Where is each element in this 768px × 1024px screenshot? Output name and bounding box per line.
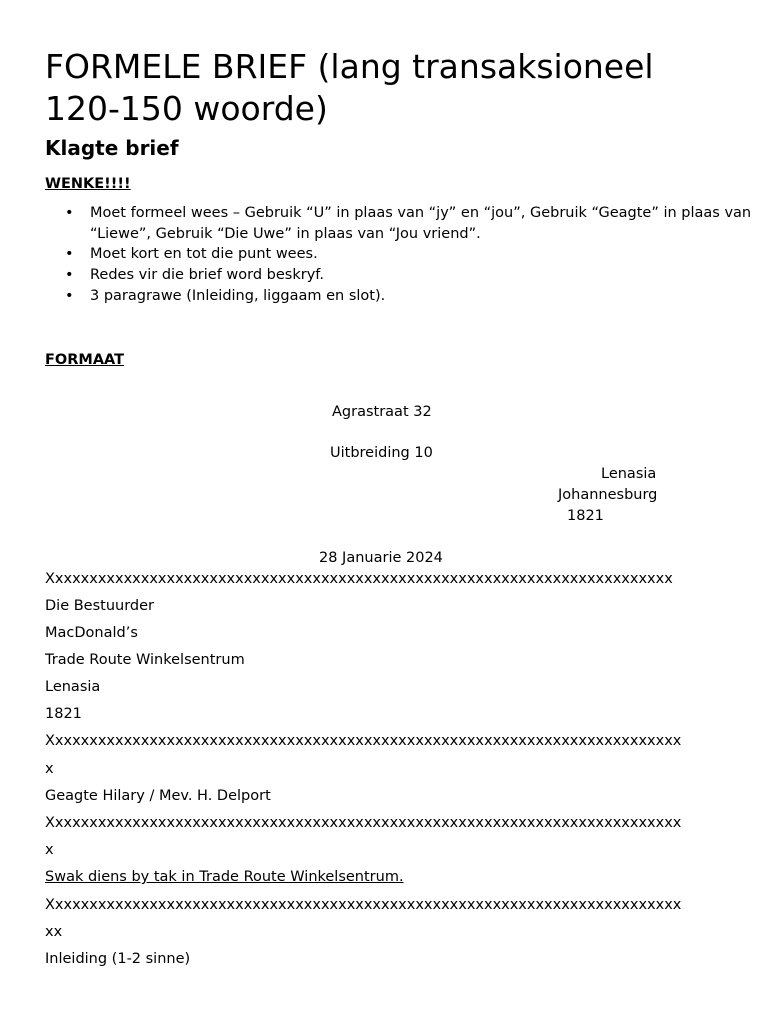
list-item xyxy=(65,203,760,244)
sender-city: Johannesburg xyxy=(558,487,658,503)
tip-text: 3 paragrawe (Inleiding, liggaam en slot). xyxy=(90,287,386,304)
tip-text: Redes vir die brief word beskryf. xyxy=(90,267,324,284)
letter-subject: Swak diens by tak in Trade Route Winkelsentrum. xyxy=(45,869,404,885)
letter-date: 28 Januarie 2024 xyxy=(319,550,443,566)
list-item xyxy=(65,244,760,265)
page-title: FORMELE BRIEF (lang transaksioneel 120-150 woorde) xyxy=(45,47,654,128)
bullet-icon: • xyxy=(65,267,74,284)
recipient-location: Trade Route Winkelsentrum xyxy=(45,652,245,668)
recipient-code: 1821 xyxy=(45,706,82,722)
tips-heading: WENKE!!!! xyxy=(45,176,131,192)
bullet-icon: • xyxy=(65,287,74,304)
tips-list xyxy=(45,203,760,307)
separator-line-continued: x xyxy=(45,761,54,777)
separator-line: Xxxxxxxxxxxxxxxxxxxxxxxxxxxxxxxxxxxxxxxxxxxxxxxxxxxxxxxxxxxxxxxxxxxxxxxxxx xyxy=(45,897,682,913)
sender-suburb: Uitbreiding 10 xyxy=(330,445,433,461)
recipient-area: Lenasia xyxy=(45,679,101,695)
introduction-label: Inleiding (1-2 sinne) xyxy=(45,951,191,967)
list-item xyxy=(65,265,760,286)
separator-line: Xxxxxxxxxxxxxxxxxxxxxxxxxxxxxxxxxxxxxxxxxxxxxxxxxxxxxxxxxxxxxxxxxxxxxxxxxx xyxy=(45,733,682,749)
sender-street: Agrastraat 32 xyxy=(332,404,432,420)
separator-line-continued: xx xyxy=(45,924,63,940)
sender-code: 1821 xyxy=(567,508,604,524)
separator-line: Xxxxxxxxxxxxxxxxxxxxxxxxxxxxxxxxxxxxxxxxxxxxxxxxxxxxxxxxxxxxxxxxxxxxxxxxx xyxy=(45,571,673,587)
separator-line: Xxxxxxxxxxxxxxxxxxxxxxxxxxxxxxxxxxxxxxxxxxxxxxxxxxxxxxxxxxxxxxxxxxxxxxxxxx xyxy=(45,815,682,831)
bullet-icon: • xyxy=(65,205,74,221)
recipient-title: Die Bestuurder xyxy=(45,598,155,614)
list-item xyxy=(65,286,760,307)
salutation: Geagte Hilary / Mev. H. Delport xyxy=(45,788,271,804)
recipient-company: MacDonald’s xyxy=(45,625,138,641)
format-heading: FORMAAT xyxy=(45,352,125,368)
page-subtitle: Klagte brief xyxy=(45,136,179,160)
tip-text: Moet formeel wees – Gebruik “U” in plaas van “jy” en “jou”, Gebruik “Geagte” in plaas van “Liewe”, Gebruik “Die Uwe” in plaas van “Jou vriend”. xyxy=(90,205,752,242)
sender-area: Lenasia xyxy=(601,466,657,482)
tip-text: Moet kort en tot die punt wees. xyxy=(90,246,318,263)
bullet-icon: • xyxy=(65,246,74,263)
separator-line-continued: x xyxy=(45,842,54,858)
